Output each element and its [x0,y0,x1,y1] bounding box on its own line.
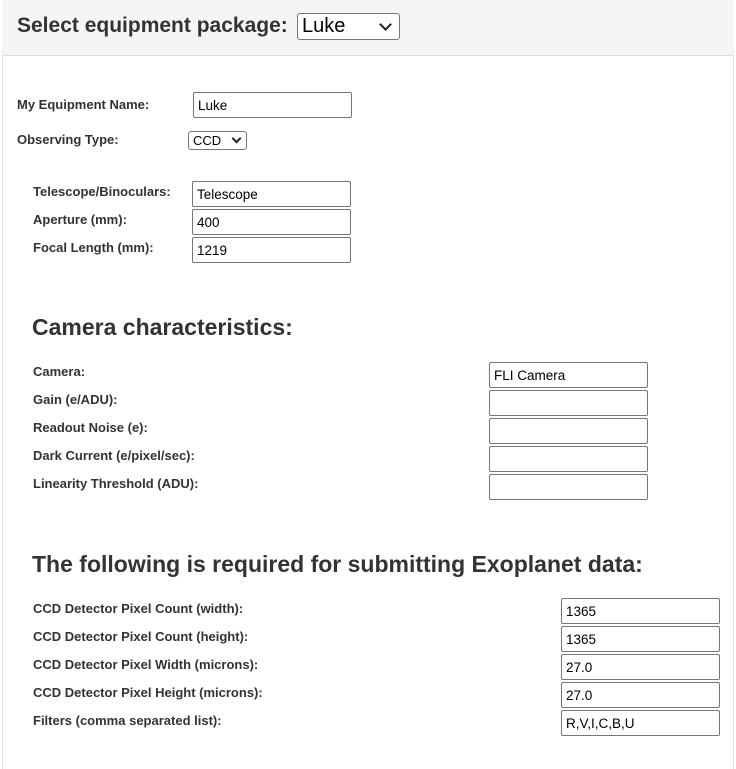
chevron-down-icon [379,18,392,31]
focal-length-label: Focal Length (mm): [33,240,154,255]
camera-label: Camera: [33,364,86,379]
focal-length-input[interactable]: 1219 [192,237,351,263]
camera-section-title: Camera characteristics: [32,314,293,340]
linearity-threshold-input[interactable] [489,474,648,500]
package-select-value: Luke [302,15,346,37]
filters-input[interactable]: R,V,I,C,B,U [561,710,720,736]
aperture-label: Aperture (mm): [33,212,127,227]
dark-current-label: Dark Current (e/pixel/sec): [33,448,195,463]
pixel-count-height-label: CCD Detector Pixel Count (height): [33,629,249,644]
package-header [2,0,734,56]
telescope-label: Telescope/Binoculars: [33,184,171,199]
pixel-height-input[interactable]: 27.0 [561,682,720,708]
package-select-label: Select equipment package: [17,14,288,37]
dark-current-input[interactable] [489,446,648,472]
pixel-width-label: CCD Detector Pixel Width (microns): [33,657,259,672]
observing-type-label: Observing Type: [17,132,119,147]
equipment-name-label: My Equipment Name: [17,97,150,112]
exoplanet-section-title: The following is required for submitting Exoplanet data: [32,551,643,577]
telescope-input[interactable]: Telescope [192,181,351,207]
pixel-height-label: CCD Detector Pixel Height (microns): [33,685,263,700]
pixel-count-width-label: CCD Detector Pixel Count (width): [33,601,244,616]
readout-noise-input[interactable] [489,418,648,444]
gain-label: Gain (e/ADU): [33,392,118,407]
chevron-down-icon [232,134,242,144]
gain-input[interactable] [489,390,648,416]
equipment-name-input[interactable]: Luke [193,92,352,118]
filters-label: Filters (comma separated list): [33,713,222,728]
package-select[interactable] [297,13,400,40]
observing-type-value: CCD [193,133,222,148]
observing-type-select[interactable] [188,131,247,150]
linearity-threshold-label: Linearity Threshold (ADU): [33,476,199,491]
pixel-count-width-input[interactable]: 1365 [561,598,720,624]
pixel-width-input[interactable]: 27.0 [561,654,720,680]
readout-noise-label: Readout Noise (e): [33,420,148,435]
camera-input[interactable]: FLI Camera [489,362,648,388]
pixel-count-height-input[interactable]: 1365 [561,626,720,652]
aperture-input[interactable]: 400 [192,209,351,235]
